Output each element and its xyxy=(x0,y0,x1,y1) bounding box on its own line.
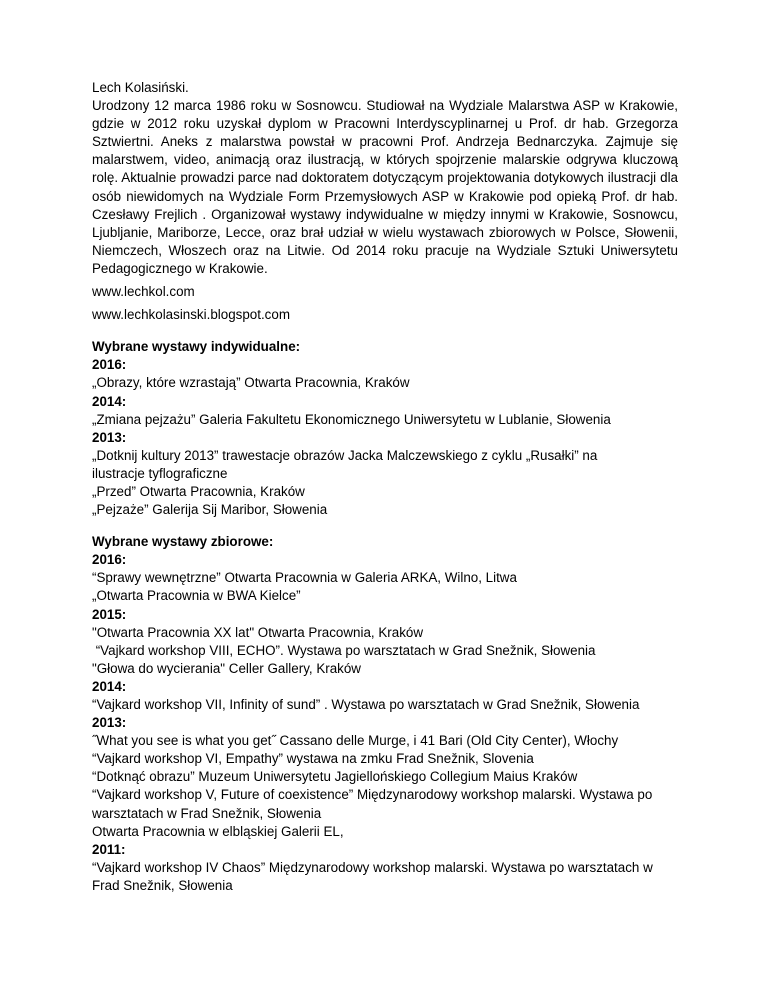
year-heading: 2011: xyxy=(92,841,126,857)
exhibition-entry: “Sprawy wewnętrzne” Otwarta Pracownia w Galeria ARKA, Wilno, Litwa xyxy=(92,570,517,586)
year-heading: 2015: xyxy=(92,606,127,622)
website-link-lechkol[interactable]: www.lechkol.com xyxy=(92,284,195,300)
year-heading: 2016: xyxy=(92,357,127,373)
document-page xyxy=(92,79,678,895)
year-heading: 2013: xyxy=(92,429,127,445)
year-heading: 2016: xyxy=(92,552,127,568)
exhibition-entry: Otwarta Pracownia w elbląskiej Galerii EL, xyxy=(92,823,344,839)
exhibition-entry: "Głowa do wycierania" Celler Gallery, Kraków xyxy=(92,660,361,676)
exhibition-entry: „Otwarta Pracownia w BWA Kielce” xyxy=(92,588,301,604)
group-exhibitions-heading: Wybrane wystawy zbiorowe: xyxy=(92,534,274,550)
exhibition-entry: “Vajkard workshop IV Chaos” Międzynarodowy workshop malarski. Wystawa po warsztatach w Frad Snežnik, Słowenia xyxy=(92,859,653,893)
exhibition-entry: “Vajkard workshop VI, Empathy” wystawa na zmku Frad Snežnik, Slovenia xyxy=(92,751,534,767)
year-heading: 2013: xyxy=(92,715,127,731)
exhibition-entry: „Dotknij kultury 2013” trawestacje obrazów Jacka Malczewskiego z cyklu „Rusałki” na ilustracje tyflograficzne xyxy=(92,447,598,481)
exhibition-entry: „Zmiana pejzażu” Galeria Fakultetu Ekonomicznego Uniwersytetu w Lublanie, Słowenia xyxy=(92,411,611,427)
biography-paragraph xyxy=(92,79,678,278)
exhibition-entry: “Dotknąć obrazu” Muzeum Uniwersytetu Jagiellońskiego Collegium Maius Kraków xyxy=(92,769,578,785)
year-heading: 2014: xyxy=(92,678,127,694)
biography-text: Urodzony 12 marca 1986 roku w Sosnowcu. Studiował na Wydziale Malarstwa ASP w Krakowie, gdzie w 2012 roku uzyskał dyplom w Pracowni Interdyscyplinarnej u Prof. dr hab. Grzegorza Sztwiertni. Aneks z malarstwa powstał w pracowni Prof. Andrzeja Bednarczyka. Zajmuje się malarstwem, video, animacją oraz ilustracją, w których spojrzenie malarskie odgrywa kluczową rolę. Aktualnie prowadzi parce nad doktoratem dotyczącym projektowania dotykowych ilustracji dla osób niewidomych na Wydziale Form Przemysłowych ASP w Krakowie pod opieką Prof. dr hab. Czesławy Frejlich . Organizował wystawy indywidualne w między innymi w Krakowie, Sosnowcu, Ljubljanie, Mariborze, Lecce, oraz brał udział w wielu wystawach zbiorowych w Polsce, Słowenii, Niemczech, Włoszech oraz na Litwie. Od 2014 roku pracuje na Wydziale Sztuki Uniwersytetu Pedagogicznego w Krakowie. xyxy=(92,98,678,276)
exhibition-entry: „Pejzaże” Galerija Sij Maribor, Słowenia xyxy=(92,502,328,518)
individual-exhibitions-section xyxy=(92,338,678,519)
exhibition-entry: “Vajkard workshop VII, Infinity of sund” . Wystawa po warsztatach w Grad Snežnik, Słowenia xyxy=(92,697,640,712)
exhibition-entry: "Otwarta Pracownia XX lat" Otwarta Pracownia, Kraków xyxy=(92,624,424,640)
year-heading: 2014: xyxy=(92,393,127,409)
individual-exhibitions-heading: Wybrane wystawy indywidualne: xyxy=(92,339,301,355)
group-exhibitions-section xyxy=(92,533,678,895)
exhibition-entry: „Przed” Otwarta Pracownia, Kraków xyxy=(92,483,305,499)
exhibition-entry: “Vajkard workshop V, Future of coexistence” Międzynarodowy workshop malarski. Wystawa po warsztatach w Frad Snežnik, Słowenia xyxy=(92,787,653,821)
exhibition-entry: „Obrazy, które wzrastają” Otwarta Pracownia, Kraków xyxy=(92,375,410,391)
artist-name: Lech Kolasiński. xyxy=(92,80,189,95)
website-link-blog[interactable]: www.lechkolasinski.blogspot.com xyxy=(92,307,290,323)
exhibition-entry: ˝What you see is what you get˝ Cassano delle Murge, i 41 Bari (Old City Center), Włochy xyxy=(92,733,619,749)
exhibition-entry: “Vajkard workshop VIII, ECHO”. Wystawa po warsztatach w Grad Snežnik, Słowenia xyxy=(92,642,596,658)
